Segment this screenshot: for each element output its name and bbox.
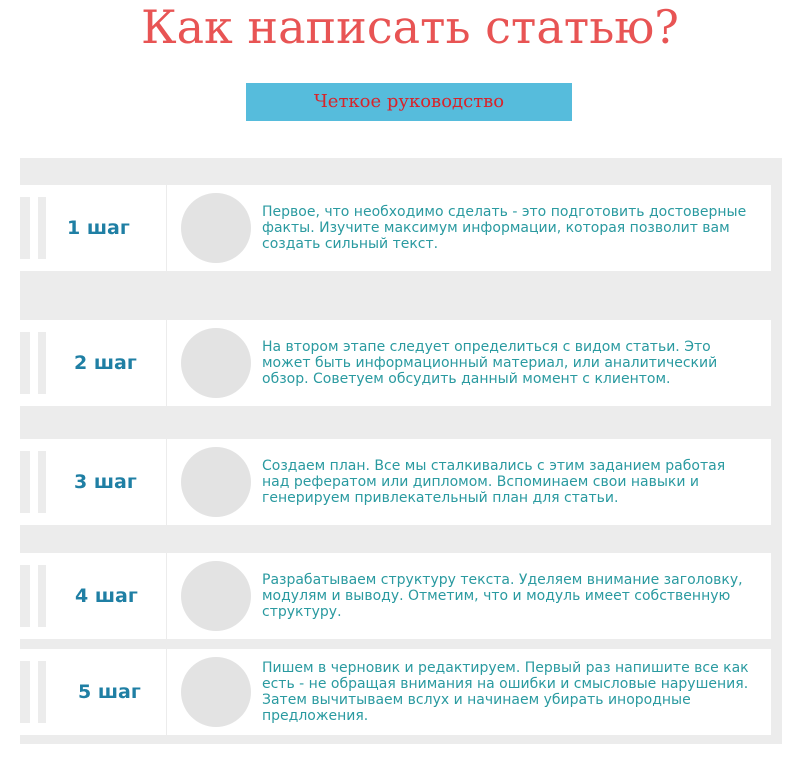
step-card: [167, 185, 771, 271]
step-card: [167, 649, 771, 735]
step-description: [262, 439, 753, 525]
tab-notch: [38, 332, 46, 394]
step-description: [262, 320, 753, 406]
tab-notch: [20, 451, 30, 513]
step-description-text: Пишем в черновик и редактируем. Первый раз напишите все как есть - не обращая внимания на ошибки и смысловые нарушения. Затем вычитываем вслух и начинаем убирать инородные предложения.: [262, 660, 749, 724]
step-circle-image: [181, 657, 251, 727]
tab-notch: [20, 565, 30, 627]
step-description-text: Создаем план. Все мы сталкивались с этим заданием работая над рефератом или дипломом. Вспоминаем свои навыки и генерируем привлекательный план для статьи.: [262, 458, 726, 506]
step-label: 2 шаг: [74, 352, 137, 374]
step-3: [20, 439, 782, 525]
step-2: [20, 320, 782, 406]
step-card: [167, 320, 771, 406]
step-label: 5 шаг: [78, 681, 141, 703]
tab-notch: [20, 332, 30, 394]
step-description-text: На втором этапе следует определиться с видом статьи. Это может быть информационный материал, или аналитический обзор. Советуем обсудить данный момент с клиентом.: [262, 339, 718, 387]
step-card: [167, 553, 771, 639]
step-description: [262, 649, 753, 735]
step-description: [262, 553, 753, 639]
step-tab: [20, 553, 166, 639]
step-circle-image: [181, 447, 251, 517]
step-5: [20, 649, 782, 735]
subtitle-banner: Четкое руководство: [246, 83, 572, 121]
tab-notch: [20, 661, 30, 723]
step-card: [167, 439, 771, 525]
step-description-text: Разрабатываем структуру текста. Уделяем внимание заголовку, модулям и выводу. Отметим, что и модуль имеет собственную структуру.: [262, 572, 743, 620]
step-description: [262, 185, 753, 271]
step-description-text: Первое, что необходимо сделать - это подготовить достоверные факты. Изучите максимум информации, которая позволит вам создать сильный текст.: [262, 204, 747, 252]
step-tab: [20, 185, 166, 271]
step-label: 3 шаг: [74, 471, 137, 493]
step-circle-image: [181, 561, 251, 631]
step-circle-image: [181, 193, 251, 263]
tab-notch: [38, 197, 46, 259]
step-label: 4 шаг: [75, 585, 138, 607]
page-title: Как написать статью?: [141, 0, 679, 54]
tab-notch: [38, 661, 46, 723]
tab-notch: [38, 451, 46, 513]
tab-notch: [20, 197, 30, 259]
tab-notch: [38, 565, 46, 627]
step-tab: [20, 649, 166, 735]
step-4: [20, 553, 782, 639]
step-tab: [20, 320, 166, 406]
step-tab: [20, 439, 166, 525]
step-1: [20, 185, 782, 271]
step-label: 1 шаг: [67, 217, 130, 239]
step-circle-image: [181, 328, 251, 398]
